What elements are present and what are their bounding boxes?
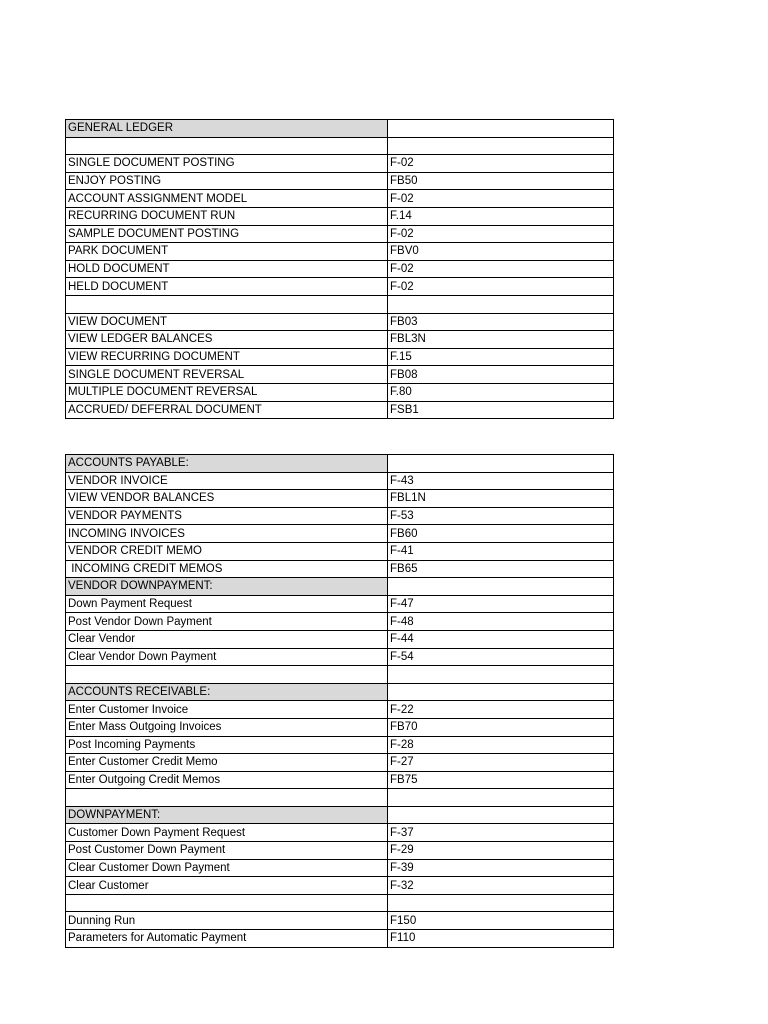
transaction-code-cell: F-47 [388, 595, 614, 613]
transaction-name-cell: Enter Customer Credit Memo [66, 754, 388, 772]
transaction-name-cell [66, 295, 388, 313]
table-row [66, 190, 614, 208]
transaction-code-cell [388, 894, 614, 912]
general-ledger-table [65, 119, 614, 419]
table-row [66, 912, 614, 930]
transaction-name-cell: SAMPLE DOCUMENT POSTING [66, 225, 388, 243]
transaction-code-cell: FB60 [388, 525, 614, 543]
table-row [66, 701, 614, 719]
transaction-name-cell: Clear Vendor Down Payment [66, 648, 388, 666]
transaction-name-cell: Enter Mass Outgoing Invoices [66, 718, 388, 736]
table-row [66, 930, 614, 948]
transaction-code-cell: F-41 [388, 542, 614, 560]
transaction-name-cell: INCOMING INVOICES [66, 525, 388, 543]
transaction-code-cell [388, 789, 614, 807]
transaction-name-cell: VIEW VENDOR BALANCES [66, 490, 388, 508]
table-row [66, 260, 614, 278]
transaction-name-cell: Clear Customer [66, 877, 388, 895]
transaction-code-cell [388, 295, 614, 313]
transaction-name-cell: VIEW DOCUMENT [66, 313, 388, 331]
table-row [66, 754, 614, 772]
transaction-name-cell: HOLD DOCUMENT [66, 260, 388, 278]
table-row [66, 243, 614, 261]
transaction-code-cell: F-28 [388, 736, 614, 754]
transaction-code-cell: F.14 [388, 207, 614, 225]
transaction-code-cell: F-48 [388, 613, 614, 631]
section-header-row [66, 455, 614, 473]
table-row [66, 348, 614, 366]
table-row [66, 313, 614, 331]
table-row [66, 842, 614, 860]
transaction-code-cell: FB65 [388, 560, 614, 578]
transaction-code-cell: F-43 [388, 472, 614, 490]
transaction-name-cell: Clear Customer Down Payment [66, 859, 388, 877]
transaction-name-cell: SINGLE DOCUMENT REVERSAL [66, 366, 388, 384]
transaction-name-cell: MULTIPLE DOCUMENT REVERSAL [66, 383, 388, 401]
transaction-code-cell: F.15 [388, 348, 614, 366]
table-row [66, 366, 614, 384]
table-row [66, 542, 614, 560]
transaction-name-cell [66, 789, 388, 807]
transaction-name-cell: Down Payment Request [66, 595, 388, 613]
table-row [66, 613, 614, 631]
transaction-name-cell: INCOMING CREDIT MEMOS [66, 560, 388, 578]
transaction-code-cell [388, 683, 614, 701]
transaction-name-cell: VENDOR CREDIT MEMO [66, 542, 388, 560]
transaction-code-cell: F-37 [388, 824, 614, 842]
transaction-code-cell: FB50 [388, 172, 614, 190]
table-row [66, 736, 614, 754]
transaction-name-cell [66, 666, 388, 684]
transaction-code-cell: F-53 [388, 507, 614, 525]
table-row [66, 560, 614, 578]
transaction-code-cell: F-44 [388, 630, 614, 648]
transaction-code-cell [388, 666, 614, 684]
transaction-name-cell: Parameters for Automatic Payment [66, 930, 388, 948]
section-header-cell: GENERAL LEDGER [66, 120, 388, 138]
transaction-code-cell: F-54 [388, 648, 614, 666]
blank-row [66, 295, 614, 313]
section-header-row [66, 578, 614, 596]
section-header-cell: ACCOUNTS PAYABLE: [66, 455, 388, 473]
transaction-name-cell: Enter Outgoing Credit Memos [66, 771, 388, 789]
transaction-code-cell: F-02 [388, 225, 614, 243]
transaction-name-cell: Dunning Run [66, 912, 388, 930]
transaction-name-cell: Enter Customer Invoice [66, 701, 388, 719]
transaction-code-cell [388, 806, 614, 824]
general-ledger-rows [66, 120, 614, 419]
transaction-name-cell: Post Customer Down Payment [66, 842, 388, 860]
transaction-code-cell [388, 578, 614, 596]
table-row [66, 490, 614, 508]
transaction-code-cell: FBV0 [388, 243, 614, 261]
transaction-code-cell [388, 137, 614, 155]
blank-row [66, 137, 614, 155]
transaction-code-cell: F-39 [388, 859, 614, 877]
transaction-code-cell: FB75 [388, 771, 614, 789]
transaction-name-cell: RECURRING DOCUMENT RUN [66, 207, 388, 225]
accounts-rows [66, 455, 614, 948]
table-row [66, 401, 614, 419]
transaction-code-cell: F-22 [388, 701, 614, 719]
transaction-code-cell: FBL1N [388, 490, 614, 508]
transaction-name-cell: ACCOUNT ASSIGNMENT MODEL [66, 190, 388, 208]
transaction-name-cell: ACCRUED/ DEFERRAL DOCUMENT [66, 401, 388, 419]
transaction-name-cell: SINGLE DOCUMENT POSTING [66, 155, 388, 173]
transaction-code-cell: FB08 [388, 366, 614, 384]
blank-row [66, 789, 614, 807]
transaction-code-cell: F-32 [388, 877, 614, 895]
table-row [66, 630, 614, 648]
section-header-cell: VENDOR DOWNPAYMENT: [66, 578, 388, 596]
transaction-name-cell: Post Vendor Down Payment [66, 613, 388, 631]
transaction-name-cell: Post Incoming Payments [66, 736, 388, 754]
table-row [66, 472, 614, 490]
transaction-code-cell [388, 455, 614, 473]
table-row [66, 877, 614, 895]
transaction-name-cell [66, 894, 388, 912]
transaction-name-cell: PARK DOCUMENT [66, 243, 388, 261]
transaction-code-cell: F-27 [388, 754, 614, 772]
table-row [66, 207, 614, 225]
transaction-name-cell: HELD DOCUMENT [66, 278, 388, 296]
table-row [66, 507, 614, 525]
transaction-code-cell: FBL3N [388, 331, 614, 349]
table-row [66, 331, 614, 349]
accounts-payable-receivable-table [65, 454, 614, 948]
transaction-name-cell: VENDOR PAYMENTS [66, 507, 388, 525]
table-row [66, 718, 614, 736]
table-row [66, 648, 614, 666]
transaction-name-cell: VIEW RECURRING DOCUMENT [66, 348, 388, 366]
transaction-name-cell: VIEW LEDGER BALANCES [66, 331, 388, 349]
table-row [66, 525, 614, 543]
table-row [66, 225, 614, 243]
section-header-cell: DOWNPAYMENT: [66, 806, 388, 824]
table-row [66, 155, 614, 173]
blank-row [66, 666, 614, 684]
transaction-code-cell: FB03 [388, 313, 614, 331]
section-header-cell: ACCOUNTS RECEIVABLE: [66, 683, 388, 701]
table-row [66, 383, 614, 401]
transaction-name-cell: ENJOY POSTING [66, 172, 388, 190]
transaction-code-cell: F-02 [388, 260, 614, 278]
transaction-code-cell: F-02 [388, 278, 614, 296]
transaction-name-cell [66, 137, 388, 155]
transaction-code-cell: F-29 [388, 842, 614, 860]
transaction-name-cell: Clear Vendor [66, 630, 388, 648]
transaction-code-cell: FB70 [388, 718, 614, 736]
table-row [66, 278, 614, 296]
transaction-code-cell: F110 [388, 930, 614, 948]
transaction-name-cell: Customer Down Payment Request [66, 824, 388, 842]
blank-row [66, 894, 614, 912]
section-header-row [66, 683, 614, 701]
table-row [66, 859, 614, 877]
transaction-code-cell: FSB1 [388, 401, 614, 419]
table-row [66, 771, 614, 789]
section-header-row [66, 120, 614, 138]
table-row [66, 824, 614, 842]
transaction-code-cell [388, 120, 614, 138]
transaction-name-cell: VENDOR INVOICE [66, 472, 388, 490]
transaction-code-cell: F.80 [388, 383, 614, 401]
transaction-code-cell: F150 [388, 912, 614, 930]
transaction-code-cell: F-02 [388, 155, 614, 173]
transaction-code-cell: F-02 [388, 190, 614, 208]
table-row [66, 595, 614, 613]
table-row [66, 172, 614, 190]
section-header-row [66, 806, 614, 824]
